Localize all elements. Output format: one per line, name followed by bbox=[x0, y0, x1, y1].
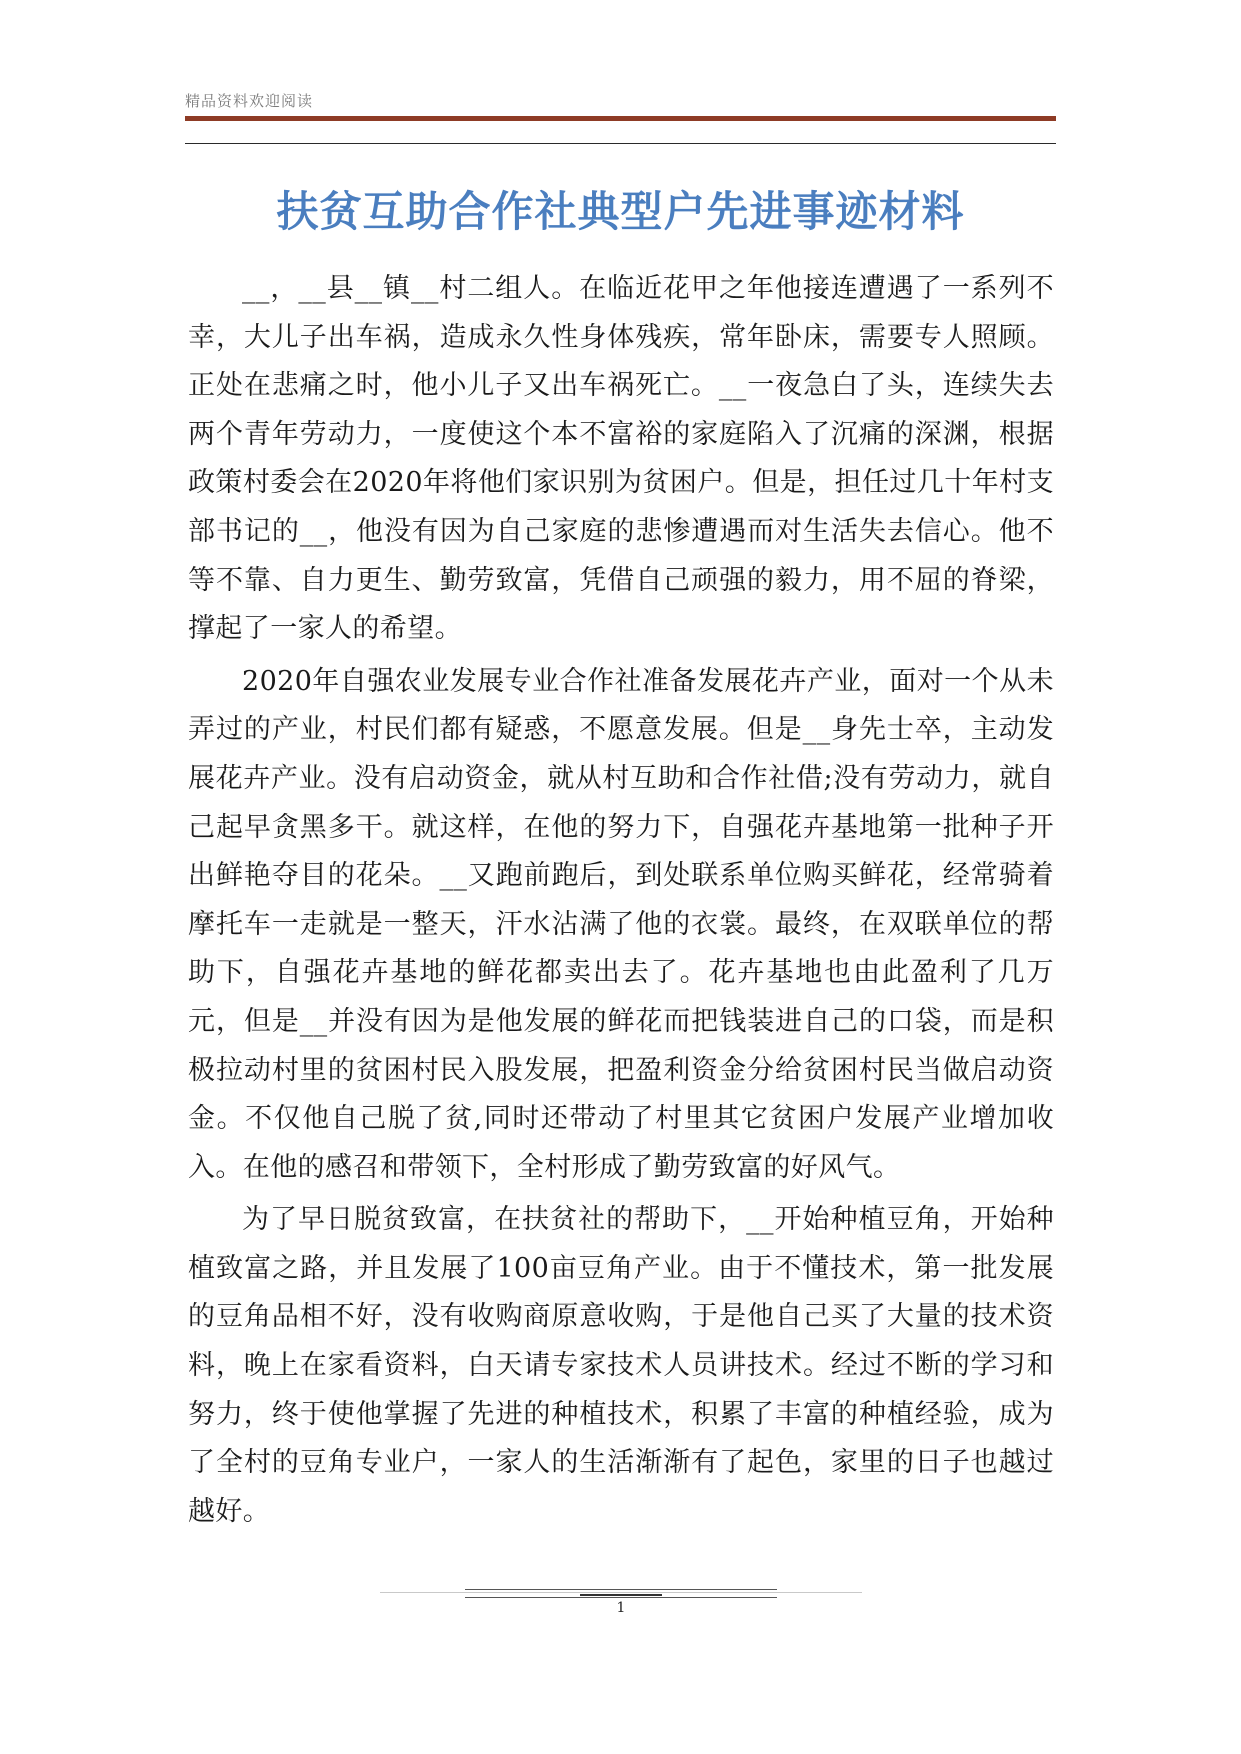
paragraph-2: 2020年自强农业发展专业合作社准备发展花卉产业，面对一个从未弄过的产业，村民们都有疑惑，不愿意发展。但是__身先士卒，主动发展花卉产业。没有启动资金，就从村互助和合作社借;没有劳动力，就自己起早贪黑多干。就这样，在他的努力下，自强花卉基地第一批种子开出鲜艳夺目的花朵。__又跑前跑后，到处联系单位购买鲜花，经常骑着摩托车一走就是一整天，汗水沾满了他的衣裳。最终，在双联单位的帮助下，自强花卉基地的鲜花都卖出去了。花卉基地也由此盈利了几万元，但是__并没有因为是他发展的鲜花而把钱装进自己的口袋，而是积极拉动村里的贫困村民入股发展，把盈利资金分给贫困村民当做启动资金。不仅他自己脱了贫,同时还带动了村里其它贫困户发展产业增加收入。在他的感召和带领下，全村形成了勤劳致富的好风气。 bbox=[188, 665, 1054, 1183]
footer-rule-lower bbox=[465, 1597, 777, 1598]
document-title: 扶贫互助合作社典型户先进事迹材料 bbox=[276, 187, 965, 237]
page-number: 1 bbox=[616, 1600, 626, 1616]
footer-rule-center bbox=[580, 1594, 662, 1596]
page-footer bbox=[380, 1588, 862, 1628]
header-text: 精品资料欢迎阅读 bbox=[185, 92, 314, 110]
footer-rule-upper bbox=[465, 1589, 777, 1590]
header-rule-thin bbox=[185, 143, 1056, 144]
paragraph-1: __，__县__镇__村二组人。在临近花甲之年他接连遭遇了一系列不幸，大儿子出车祸，造成永久性身体残疾，常年卧床，需要专人照顾。正处在悲痛之时，他小儿子又出车祸死亡。__一夜急白了头，连续失去两个青年劳动力，一度使这个本不富裕的家庭陷入了沉痛的深渊，根据政策村委会在2020年将他们家识别为贫困户。但是，担任过几十年村支部书记的__，他没有因为自己家庭的悲惨遭遇而对生活失去信心。他不等不靠、自力更生、勤劳致富，凭借自己顽强的毅力，用不屈的脊梁，撑起了一家人的希望。 bbox=[188, 273, 1054, 645]
footer-rule bbox=[380, 1592, 862, 1593]
document-body bbox=[188, 265, 1054, 1540]
paragraph-3: 为了早日脱贫致富，在扶贫社的帮助下，__开始种植豆角，开始种植致富之路，并且发展了100亩豆角产业。由于不懂技术，第一批发展的豆角品相不好，没有收购商原意收购，于是他自己买了大量的技术资料，晚上在家看资料，白天请专家技术人员讲技术。经过不断的学习和努力，终于使他掌握了先进的种植技术，积累了丰富的种植经验，成为了全村的豆角专业户，一家人的生活渐渐有了起色，家里的日子也越过越好。 bbox=[188, 1204, 1054, 1527]
header-rule-thick bbox=[185, 116, 1056, 121]
